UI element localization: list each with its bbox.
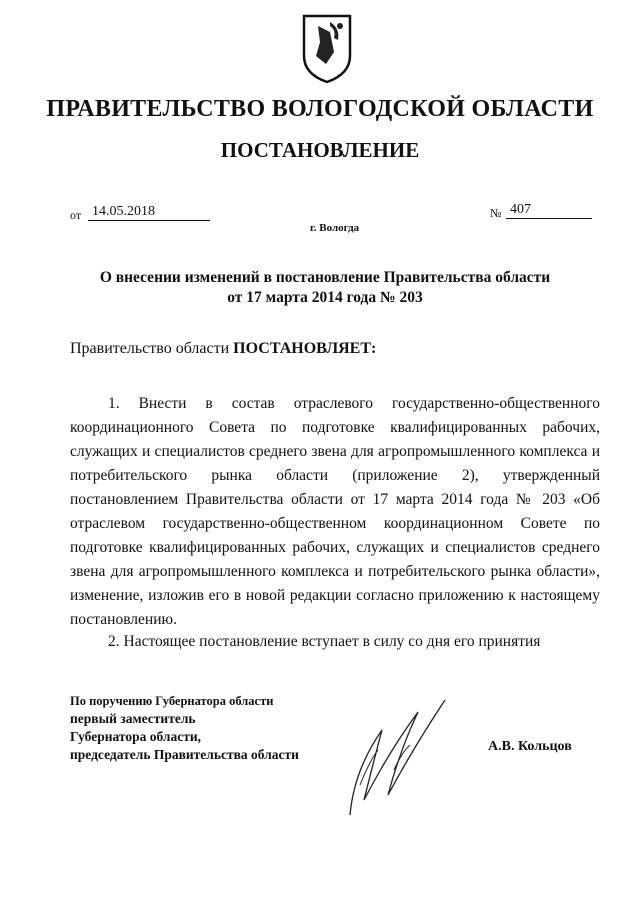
city: г. Вологда bbox=[310, 222, 360, 234]
title-line-1: О внесении изменений в постановление Правительства области bbox=[99, 269, 551, 286]
preamble bbox=[70, 340, 376, 358]
paragraph-1: 1. Внести в состав отраслевого государственно-общественного координационного Совета по подготовке квалифицированных рабочих, служащих и специалистов среднего звена для агропромышленного комплекса и потребительского рынка области (приложение 2), утвержденный постановлением Правительства области от 17 марта 2014 года № 203 «Об отраслевом государственно-общественном координационном Совете по подготовке квалифицированных рабочих, служащих и специалистов среднего звена для агропромышленного комплекса и потребительского рынка области», изменение, изложив его в новой редакции согласно приложению к настоящему постановлению. bbox=[70, 395, 600, 628]
coat-of-arms-icon bbox=[300, 12, 354, 84]
signatory-block bbox=[70, 692, 299, 764]
signer-name: А.В. Кольцов bbox=[488, 739, 572, 754]
document-date: 14.05.2018 bbox=[88, 204, 210, 221]
handwritten-signature bbox=[330, 690, 470, 820]
signatory-line-3: Губернатора области, bbox=[70, 729, 201, 744]
document-number: 407 bbox=[506, 202, 592, 219]
paragraph-2: 2. Настоящее постановление вступает в силу со дня его принятия bbox=[108, 633, 541, 650]
signatory-line-1: По поручению Губернатора области bbox=[70, 694, 274, 708]
signatory-line-2: первый заместитель bbox=[70, 711, 196, 726]
date-label: от bbox=[70, 208, 82, 222]
organization-title: ПРАВИТЕЛЬСТВО ВОЛОГОДСКОЙ ОБЛАСТИ bbox=[46, 96, 594, 122]
document-title bbox=[0, 268, 640, 308]
document-type: ПОСТАНОВЛЕНИЕ bbox=[220, 138, 420, 162]
signatory-line-4: председатель Правительства области bbox=[70, 747, 299, 762]
preamble-text: Правительство области bbox=[70, 340, 234, 357]
number-label: № bbox=[490, 206, 502, 220]
title-line-2: от 17 марта 2014 года № 203 bbox=[227, 289, 423, 306]
preamble-decree: ПОСТАНОВЛЯЕТ: bbox=[233, 340, 377, 357]
